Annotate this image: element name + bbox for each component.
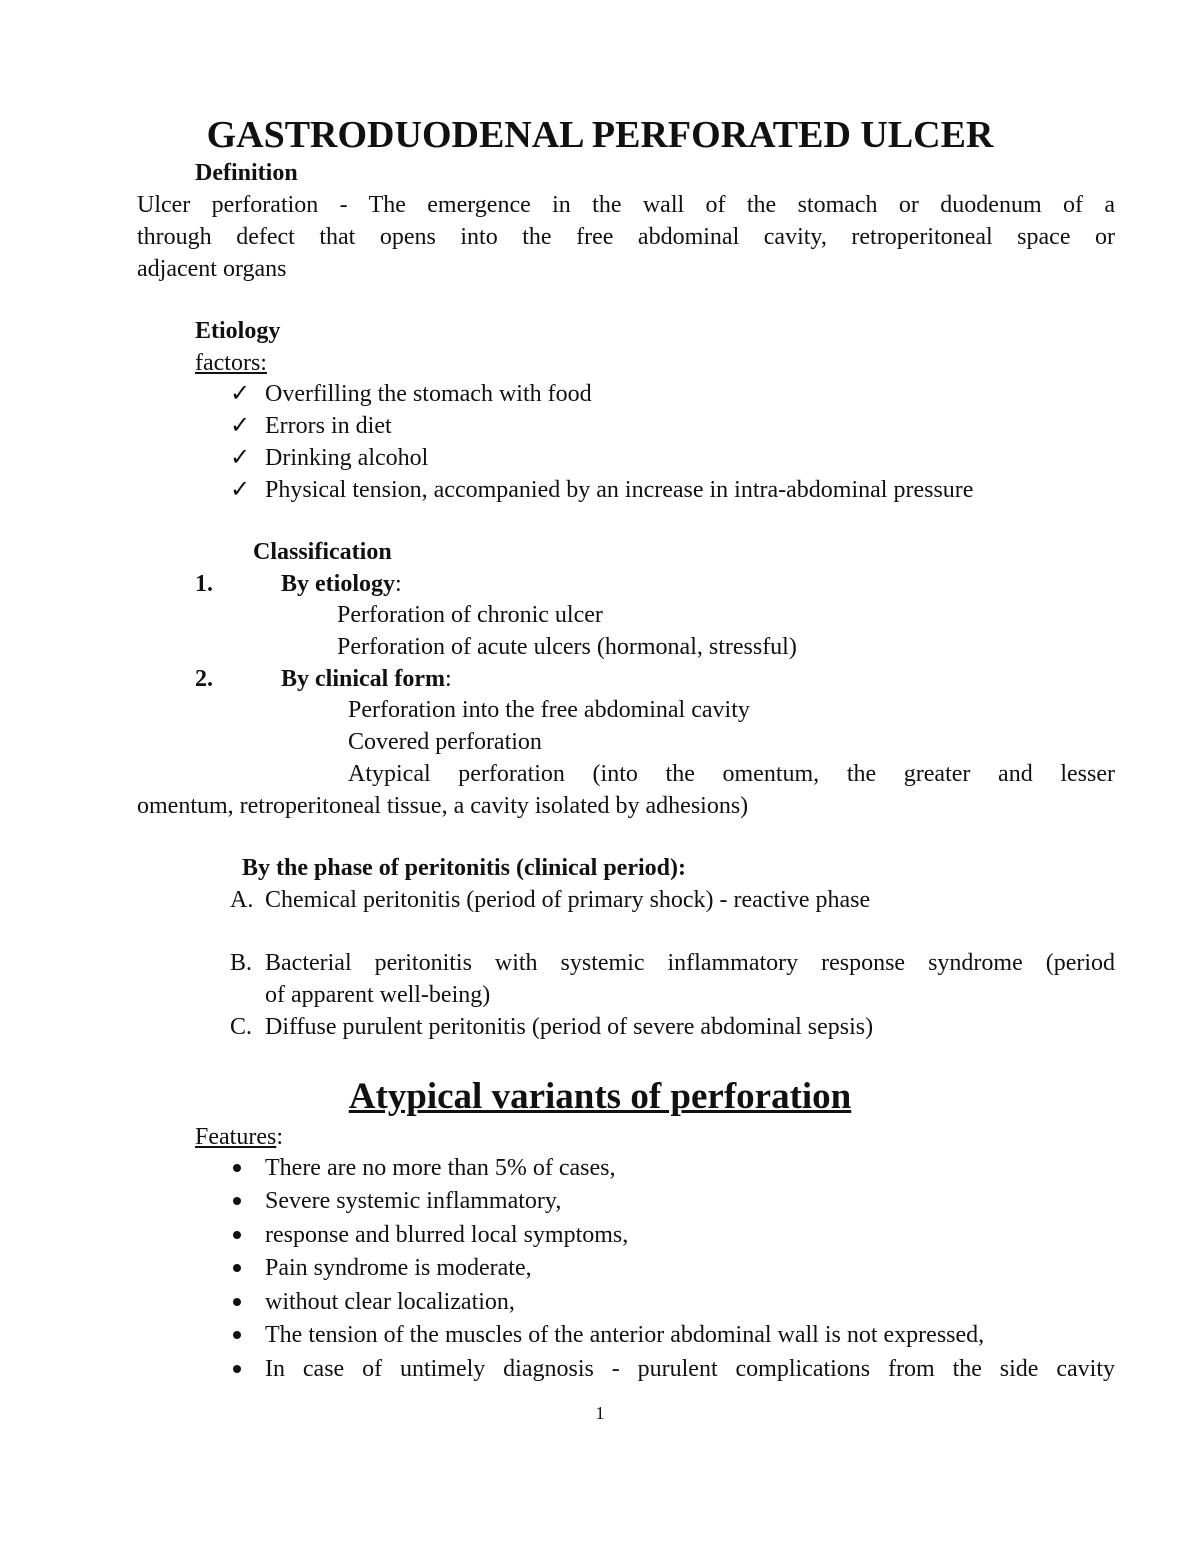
etiology-item: Errors in diet xyxy=(265,413,392,439)
feature-item: Pain syndrome is moderate, xyxy=(265,1255,532,1281)
bullet-icon xyxy=(233,1365,241,1373)
feature-item: response and blurred local symptoms, xyxy=(265,1222,629,1248)
classification-number: 1. xyxy=(195,571,213,597)
features-label: Features: xyxy=(195,1124,283,1150)
definition-line-1: Ulcer perforation - The emergence in the wall of the stomach or duodenum of a xyxy=(137,192,1115,218)
page-number: 1 xyxy=(595,1403,605,1423)
check-icon: ✓ xyxy=(230,381,251,407)
classification-item: Perforation of acute ulcers (hormonal, stressful) xyxy=(337,634,797,660)
phase-heading: By the phase of peritonitis (clinical period): xyxy=(242,855,686,881)
classification-number: 2. xyxy=(195,666,213,692)
check-icon: ✓ xyxy=(230,413,251,439)
phase-letter: C. xyxy=(230,1014,253,1040)
classification-heading: Classification xyxy=(253,539,392,565)
definition-heading: Definition xyxy=(195,160,298,186)
definition-line-2: through defect that opens into the free abdominal cavity, retroperitoneal space or xyxy=(137,224,1115,250)
bullet-icon xyxy=(233,1331,241,1339)
check-icon: ✓ xyxy=(230,477,251,503)
etiology-item: Overfilling the stomach with food xyxy=(265,381,592,407)
phase-letter: B. xyxy=(230,950,253,976)
phase-item: Chemical peritonitis (period of primary shock) - reactive phase xyxy=(265,887,871,913)
classification-item: Covered perforation xyxy=(348,729,542,755)
feature-item: Severe systemic inflammatory, xyxy=(265,1188,562,1214)
classification-group-label: By clinical form: xyxy=(281,666,452,692)
classification-item: Perforation into the free abdominal cavity xyxy=(348,697,750,723)
etiology-item: Physical tension, accompanied by an increase in intra-abdominal pressure xyxy=(265,477,974,503)
phase-letter: A. xyxy=(230,887,254,913)
feature-item: There are no more than 5% of cases, xyxy=(265,1155,616,1181)
document-title: GASTRODUODENAL PERFORATED ULCER xyxy=(206,114,994,156)
classification-item-continued: omentum, retroperitoneal tissue, a cavity isolated by adhesions) xyxy=(137,793,749,819)
section-title: Atypical variants of perforation xyxy=(348,1076,852,1117)
etiology-heading: Etiology xyxy=(195,318,281,344)
classification-item: Perforation of chronic ulcer xyxy=(337,602,603,628)
bullet-icon xyxy=(233,1298,241,1306)
feature-item: without clear localization, xyxy=(265,1289,515,1315)
phase-item-continued: of apparent well-being) xyxy=(265,982,491,1008)
feature-item: In case of untimely diagnosis - purulent complications from the side cavity xyxy=(265,1356,1115,1382)
etiology-item: Drinking alcohol xyxy=(265,445,429,471)
classification-item: Atypical perforation (into the omentum, the greater and lesser xyxy=(348,761,1115,787)
bullet-icon xyxy=(233,1197,241,1205)
definition-line-3: adjacent organs xyxy=(137,256,287,282)
bullet-icon xyxy=(233,1164,241,1172)
phase-item: Bacterial peritonitis with systemic inflammatory response syndrome (period xyxy=(265,950,1115,976)
bullet-icon xyxy=(233,1231,241,1239)
check-icon: ✓ xyxy=(230,445,251,471)
bullet-icon xyxy=(233,1264,241,1272)
feature-item: The tension of the muscles of the anterior abdominal wall is not expressed, xyxy=(265,1322,985,1348)
etiology-subheading: factors: xyxy=(195,350,267,376)
phase-item: Diffuse purulent peritonitis (period of severe abdominal sepsis) xyxy=(265,1014,874,1040)
classification-group-label: By etiology: xyxy=(281,571,402,597)
